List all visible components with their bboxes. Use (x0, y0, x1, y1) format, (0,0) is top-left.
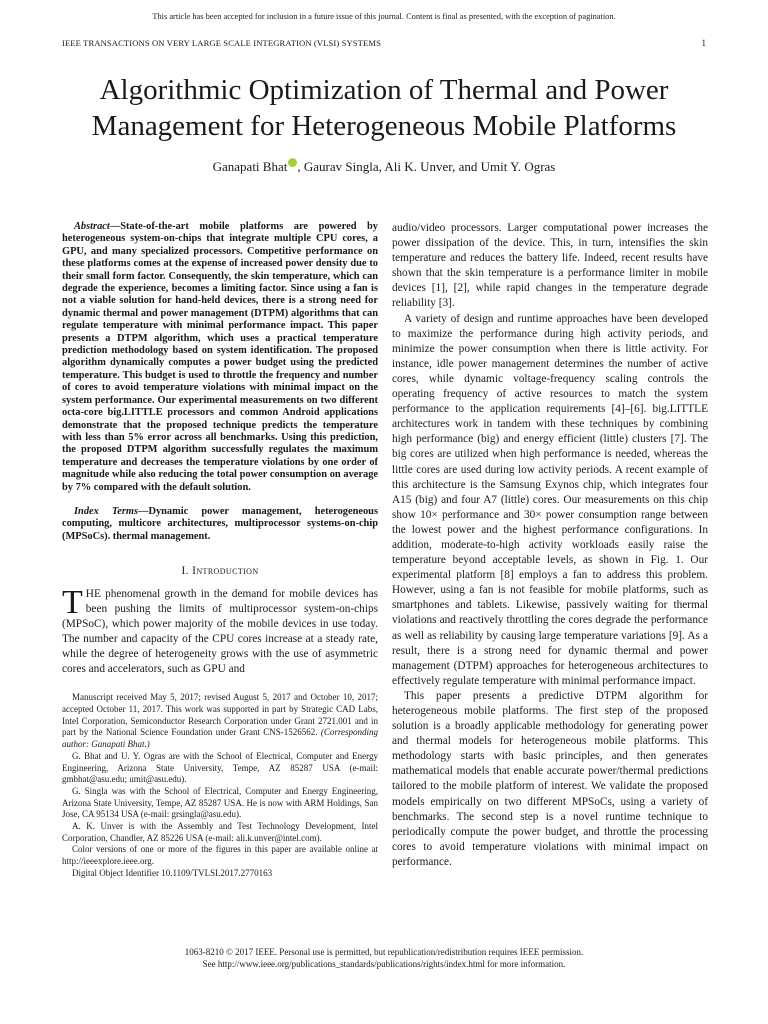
footnote-affil-3: A. K. Unver is with the Assembly and Test Technology Development, Intel Corporation, Chandler, AZ 85226 USA (e-mail: ali.k.unver@intel.com). (62, 821, 378, 843)
journal-name: IEEE TRANSACTIONS ON VERY LARGE SCALE INTEGRATION (VLSI) SYSTEMS (62, 38, 381, 48)
footnote-received (62, 692, 378, 751)
footnotes (62, 692, 378, 879)
copyright-line-2: See http://www.ieee.org/publications_standards/publications/rights/index.html for more information. (202, 959, 566, 969)
footnote-received-text: Manuscript received May 5, 2017; revised August 5, 2017 and October 10, 2017; accepted October 11, 2017. This work was supported in part by Strategic CAD Labs, Intel Corporation, Semiconductor Research Corporation under Grant 2721.001 and in part by the National Science Foundation under Grant CNS-1526562. (62, 692, 378, 738)
index-terms (62, 506, 378, 543)
title-line-2: Management for Heterogeneous Mobile Platforms (91, 110, 677, 142)
index-terms-text: —Dynamic power management, heterogeneous computing, multicore architectures, multiprocessor systems-on-chip (MPSoCs). thermal management. (62, 505, 378, 542)
abstract-text: —State-of-the-art mobile platforms are powered by heterogeneous system-on-chips that integrate multiple CPU cores, a GPU, and many specialized processors. Competitive performance on these platforms comes at the expense of increased power density due to their small form factor. Consequently, the skin temperature, which can degrade the experience, becomes a limiting factor. Since using a fan is not a viable solution for hand-held devices, there is a strong need for dynamic thermal and power management (DTPM) algorithms that can regulate temperature with minimal performance impact. This paper presents a DTPM algorithm, which uses a practical temperature prediction methodology based on system identification. The proposed algorithm dynamically computes a power budget using the predicted temperature. This budget is used to throttle the frequency and number of cores to avoid temperature violations with minimal impact on the system performance. Our experimental measurements on two different octa-core big.LITTLE processors and common Android applications demonstrate that the proposed technique predicts the temperature with less than 5% error across all benchmarks. Using this prediction, the proposed DTPM algorithm successfully regulates the maximum temperature and decreases the temperature violations by one order of magnitude while also reducing the total power consumption on average by 7% compared with the default solution. (62, 221, 378, 493)
orcid-icon[interactable] (288, 158, 297, 167)
intro-paragraph-1 (62, 583, 378, 678)
drop-cap: T (62, 583, 83, 621)
author-first: Ganapati Bhat (212, 159, 288, 174)
authors-rest: , Gaurav Singla, Ali K. Unver, and Umit Y. Ogras (297, 159, 556, 174)
intro-paragraph-1-text: HE phenomenal growth in the demand for mobile devices has been pushing the limits of multiprocessor system-on-chips (MPSoC), which power majority of the mobile devices in use today. The number and capacity of the CPU cores increase at a steady rate, while the degree of heterogeneity grows with the use of asymmetric cores and accelerators, such as GPU and (62, 587, 378, 676)
footnote-color: Color versions of one or more of the figures in this paper are available online at http://ieeexplore.ieee.org. (62, 844, 378, 867)
page-number: 1 (701, 38, 706, 48)
acceptance-notice: This article has been accepted for inclusion in a future issue of this journal. Content is final as presented, with the exception of pagination. (152, 12, 616, 21)
title-line-1: Algorithmic Optimization of Thermal and Power (99, 74, 669, 106)
right-paragraph-2: A variety of design and runtime approaches have been developed to maximize the performance during high activity periods, and minimize the power consumption when there is little activity. For instance, idle power management determines the number of active cores, while dynamic voltage-frequency scaling controls the operating frequency of active resources to match the system performance to the application requirements [4]–[6]. big.LITTLE architectures work in tandem with these techniques by combining high performance (big) and energy efficient (little) clusters [7]. The big cores are utilized when high performance is needed, whereas the little cores are used during low activity periods. A recent example of this architecture is the Samsung Exynos chip, which integrates four A15 (big) and four A7 (little) cores. Our measurements on this chip show 10× performance and 30× power consumption range between the lowest power and the highest performance configurations. In addition, moderate-to-high activity workloads easily raise the temperature beyond acceptable levels, as shown in Fig. 1. Our experimental platform [8] employs a fan to address this problem. However, using a fan is not feasible for mobile platforms, such as smartphones and tablets. Likewise, passively waiting for thermal violations and reactively throttling the cores degrade the performance as well as reliability by causing large temperature variations [9]. As a result, there is a strong need for dynamic thermal and power management (DTPM) approaches for heterogeneous architectures to effectively regulate temperature with minimal performance impact. (392, 312, 708, 687)
right-paragraph-1: audio/video processors. Larger computational power increases the power dissipation of the device. This, in turn, intensifies the skin temperature and reduces the battery life. Indeed, recent results have shown that the skin temperature is a performance limiter in mobile devices [1], [2], while rapid changes in the temperature degrade reliability [3]. (392, 222, 708, 310)
paper-title (40, 72, 728, 144)
footnote-affil-2: G. Singla was with the School of Electrical, Computer and Energy Engineering, Arizona State University, Tempe, AZ 85287 USA. He is now with ARM Holdings, San Jose, CA 95134 USA (e-mail: grsingla@asu.edu). (62, 785, 378, 820)
footnote-corresponding: (Corresponding author: Ganapati Bhat.) (62, 727, 379, 750)
section-heading-introduction (62, 565, 378, 579)
right-column (392, 221, 708, 870)
right-paragraph-3: This paper presents a predictive DTPM algorithm for heterogeneous mobile platforms. The first step of the proposed solution is a broadly applicable methodology for generating power and thermal models for heterogeneous mobile platforms. This methodology starts with basic principles, and then generates mathematical models that enable accurate power/thermal predictions tailored to the mobile platform of interest. We validate the proposed models empirically on two different MPSoCs, using a variety of benchmarks. The second step is a novel runtime technique to periodically compute the power budget, and throttle the processing cores to avoid temperature violations with minimal impact on performance. (392, 689, 708, 868)
footnote-doi: Digital Object Identifier 10.1109/TVLSI.2017.2770163 (72, 867, 273, 878)
footnote-affil-1: G. Bhat and U. Y. Ogras are with the School of Electrical, Computer and Energy Engineering, Arizona State University, Tempe, AZ 85287 USA (e-mail: gmbhat@asu.edu; umit@asu.edu). (62, 750, 378, 785)
index-terms-label: Index Terms (74, 505, 139, 517)
copyright-notice (0, 946, 768, 970)
section-numeral: I. (181, 565, 193, 578)
copyright-line-1: 1063-8210 © 2017 IEEE. Personal use is permitted, but republication/redistribution requires IEEE permission. (184, 947, 584, 957)
abstract-label: Abstract (74, 221, 110, 232)
section-title: Introduction (192, 565, 259, 578)
abstract (62, 221, 378, 494)
left-column (62, 221, 378, 880)
author-list (0, 158, 768, 175)
